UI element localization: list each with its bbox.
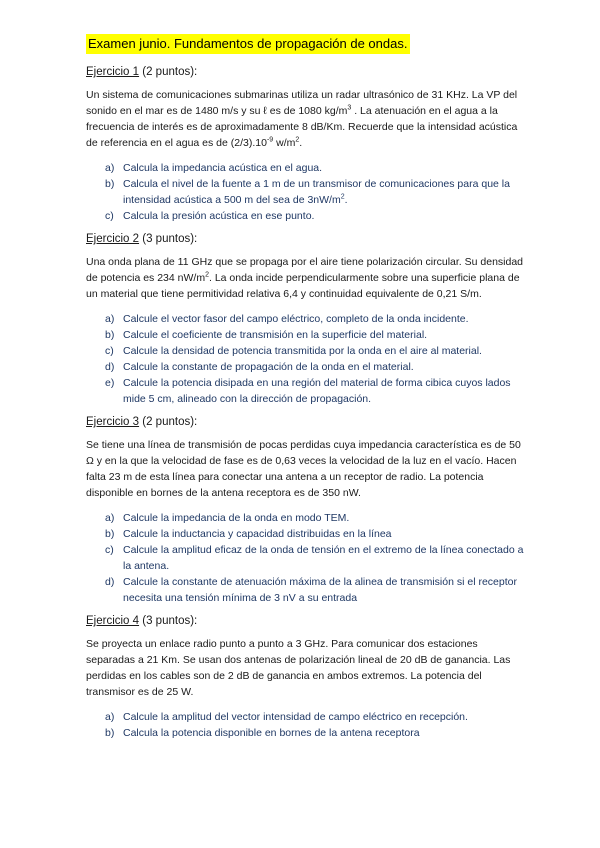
- question-item: [86, 208, 526, 224]
- exercise-title: Ejercicio 4: [86, 615, 140, 627]
- question-item: [86, 176, 526, 208]
- question-label: e): [105, 377, 115, 389]
- question-item: [86, 510, 526, 526]
- question-text: Calcule el vector fasor del campo eléctrico, completo de la onda incidente.: [123, 313, 469, 325]
- question-label: a): [105, 162, 115, 174]
- question-label: a): [105, 711, 115, 723]
- question-item: [86, 160, 526, 176]
- question-list: [86, 709, 526, 741]
- question-item: [86, 709, 526, 725]
- question-text: Calcule la amplitud eficaz de la onda de tensión en el extremo de la línea conectado a la antena.: [123, 544, 524, 572]
- question-item: [86, 574, 526, 606]
- exercise-statement: [86, 254, 526, 302]
- question-text: Calcula la impedancia acústica en el agua.: [123, 162, 323, 174]
- statement-text: Un sistema de comunicaciones submarinas utiliza un radar ultrasónico de 31 KHz. La VP del sonido en el mar es de 1480 m/s y su ℓ es de 1080 kg/m: [86, 89, 518, 117]
- exercise-title: Ejercicio 3: [86, 416, 140, 428]
- superscript: 2: [340, 193, 345, 201]
- statement-text: Se proyecta un enlace radio punto a punto a 3 GHz. Para comunicar dos estaciones separadas a 21 Km. Se usan dos antenas de polarización lineal de 20 dB de ganancia. Las perdidas en los cables son de 2 dB de ganancia en ambos extremos. La potencia del transmisor es de 25 W.: [86, 638, 511, 698]
- question-text: Calcule la amplitud del vector intensidad de campo eléctrico en recepción.: [123, 711, 468, 723]
- question-item: [86, 359, 526, 375]
- statement-text: . La atenuación en el agua a la frecuencia de interés es de aproximadamente 8 dB/Km. Recuerde que la intensidad acústica de referencia en el agua es de (2/3).10: [86, 105, 518, 149]
- superscript: 2: [205, 271, 209, 279]
- question-text: Calcule el coeficiente de transmisión en la superficie del material.: [123, 329, 428, 341]
- question-text: Calcula la presión acústica en ese punto.: [123, 210, 315, 222]
- question-list: [86, 311, 526, 407]
- exam-document: [86, 34, 526, 750]
- question-text: Calcule la constante de atenuación máxima de la alinea de transmisión si el receptor necesita una tensión mínima de 3 nV a su entrada: [123, 576, 517, 604]
- question-label: b): [105, 178, 115, 190]
- question-label: b): [105, 727, 115, 739]
- exercise-points: (3 puntos):: [142, 615, 198, 627]
- question-text: Calcule la densidad de potencia transmitida por la onda en el aire al material.: [123, 345, 482, 357]
- exercise-3: [86, 416, 526, 606]
- superscript: -9: [266, 136, 274, 144]
- exercise-heading: [86, 233, 526, 245]
- question-label: c): [105, 345, 114, 357]
- exercise-statement: [86, 437, 526, 501]
- question-label: d): [105, 361, 115, 373]
- superscript: 3: [347, 104, 352, 112]
- question-label: a): [105, 512, 115, 524]
- superscript: 2: [295, 136, 300, 144]
- exercise-points: (2 puntos):: [142, 66, 198, 78]
- question-item: [86, 343, 526, 359]
- question-text: Calcule la constante de propagación de la onda en el material.: [123, 361, 414, 373]
- statement-text: . La onda incide perpendicularmente sobre una superficie plana de un material que tiene permitividad relativa 6,4 y continuidad equivalente de 0,21 S/m.: [86, 272, 520, 300]
- question-label: c): [105, 210, 114, 222]
- exercise-points: (2 puntos):: [142, 416, 198, 428]
- exercise-statement: [86, 87, 526, 151]
- question-list: [86, 160, 526, 224]
- statement-text: w/m: [273, 137, 296, 149]
- question-text: Calcule la impedancia de la onda en modo TEM.: [123, 512, 350, 524]
- exercise-1: [86, 66, 526, 224]
- exercise-4: [86, 615, 526, 741]
- question-item: [86, 375, 526, 407]
- question-item: [86, 526, 526, 542]
- exercise-title: Ejercicio 1: [86, 66, 140, 78]
- question-text: Calcule la potencia disipada en una región del material de forma cibica cuyos lados mide 5 cm, alineado con la dirección de propagación.: [123, 377, 511, 405]
- question-item: [86, 725, 526, 741]
- question-label: b): [105, 528, 115, 540]
- question-item: [86, 311, 526, 327]
- statement-text: Se tiene una línea de transmisión de pocas perdidas cuya impedancia característica es de 50 Ω y en la que la velocidad de fase es de 0,63 veces la velocidad de la luz en el vacío. Hacen falta 23 m de esta línea para conectar una antena a un receptor de radio. La potencia disponible en bornes de la antena receptora es de 350 nW.: [86, 439, 521, 499]
- question-label: c): [105, 544, 114, 556]
- question-list: [86, 510, 526, 606]
- exercise-title: Ejercicio 2: [86, 233, 140, 245]
- question-text-tail: .: [344, 194, 348, 206]
- exercise-2: [86, 233, 526, 407]
- exercise-statement: [86, 636, 526, 700]
- question-label: b): [105, 329, 115, 341]
- question-item: [86, 542, 526, 574]
- question-text: Calcula el nivel de la fuente a 1 m de un transmisor de comunicaciones para que la intensidad acústica a 500 m del sea de 3nW/m: [123, 178, 510, 206]
- exam-title: Examen junio. Fundamentos de propagación de ondas.: [86, 34, 410, 54]
- question-label: a): [105, 313, 115, 325]
- exercise-heading: [86, 615, 526, 627]
- question-item: [86, 327, 526, 343]
- exercise-points: (3 puntos):: [142, 233, 198, 245]
- exercise-heading: [86, 66, 526, 78]
- statement-text: Una onda plana de 11 GHz que se propaga por el aire tiene polarización circular. Su densidad de potencia es 234 nW/m: [86, 256, 524, 284]
- question-text: Calcule la inductancia y capacidad distribuidas en la línea: [123, 528, 392, 540]
- exercise-heading: [86, 416, 526, 428]
- question-text: Calcula la potencia disponible en bornes de la antena receptora: [123, 727, 420, 739]
- statement-text: .: [299, 137, 303, 149]
- question-label: d): [105, 576, 115, 588]
